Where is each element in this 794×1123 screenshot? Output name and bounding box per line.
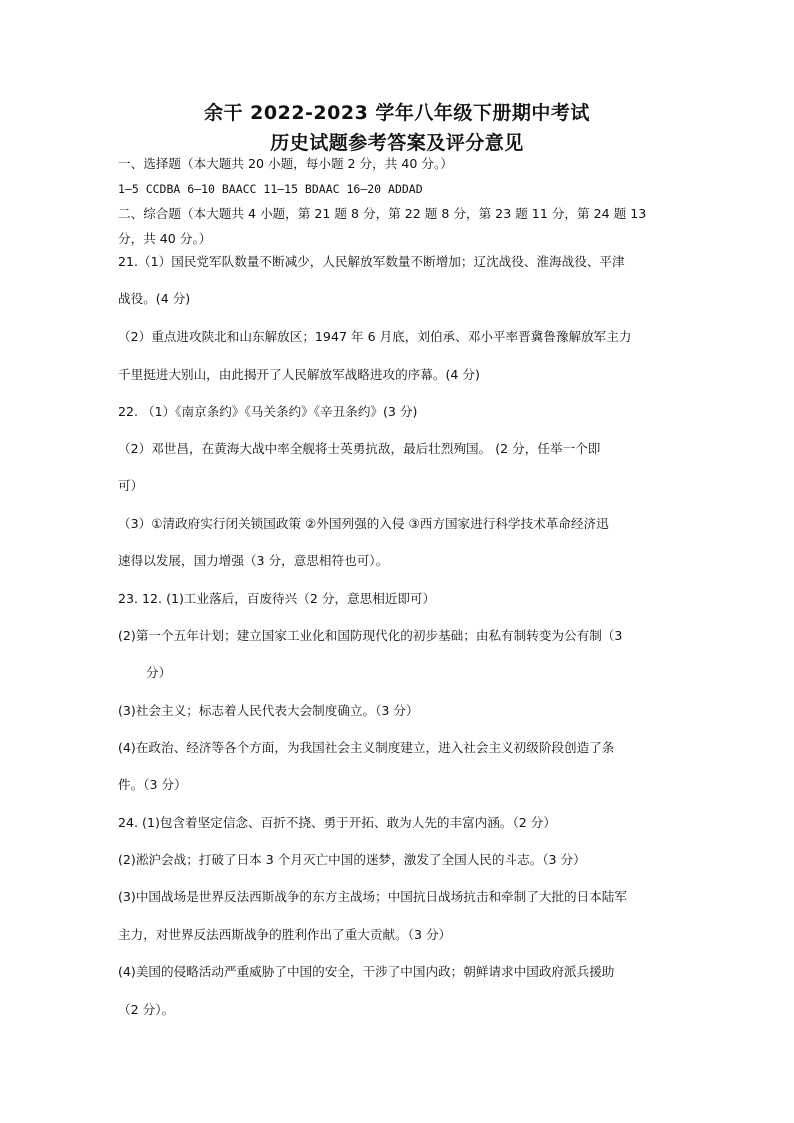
q22-part2-line1: （2）邓世昌，在黄海大战中率全舰将士英勇抗敌，最后壮烈殉国。 (2 分，任举一个即: [118, 441, 601, 456]
q23-part4-line2: 件。（3 分）: [118, 777, 187, 792]
q21-part2-line2: 千里挺进大别山，由此揭开了人民解放军战略进攻的序幕。(4 分): [118, 367, 480, 382]
document-title-line1: 余干 2022-2023 学年八年级下册期中考试: [204, 102, 590, 124]
q21-part1-line1: 21.（1）国民党军队数量不断减少，人民解放军数量不断增加；辽沈战役、淮海战役、平津: [118, 254, 625, 269]
q22-part3-line1: （3）①清政府实行闭关锁国政策 ②外国列强的入侵 ③西方国家进行科学技术革命经济迅: [118, 516, 609, 531]
q23-part2-line2: 分）: [146, 665, 172, 680]
q24-part3-line1: (3)中国战场是世界反法西斯战争的东方主战场；中国抗日战场抗击和牵制了大批的日本陆军: [118, 889, 627, 904]
q24-part1: 24. (1)包含着坚定信念、百折不挠、勇于开拓、敢为人先的丰富内涵。（2 分）: [118, 815, 556, 830]
q23-part2-line1: (2)第一个五年计划；建立国家工业化和国防现代化的初步基础；由私有制转变为公有制（3: [118, 628, 623, 643]
multiple-choice-answers: 1—5 CCDBA 6—10 BAACC 11—15 BDAAC 16—20 ADDAD: [118, 182, 423, 196]
q24-part3-line2: 主力，对世界反法西斯战争的胜利作出了重大贡献。（3 分）: [118, 927, 452, 942]
q21-part1-line2: 战役。(4 分): [118, 291, 191, 306]
q23-part4-line1: (4)在政治、经济等各个方面，为我国社会主义制度建立，进入社会主义初级阶段创造了条: [118, 740, 615, 755]
q22-part2-line2: 可）: [118, 478, 144, 493]
q24-part4-line2: （2 分）。: [118, 1002, 175, 1017]
q23-part1: 23. 12. (1)工业落后，百废待兴（2 分，意思相近即可）: [118, 591, 436, 606]
q23-part3: (3)社会主义；标志着人民代表大会制度确立。（3 分）: [118, 703, 419, 718]
q22-part1: 22. （1）《南京条约》《马关条约》《辛丑条约》(3 分): [118, 404, 418, 419]
document-title-line2: 历史试题参考答案及评分意见: [270, 132, 524, 154]
q21-part2-line1: （2）重点进攻陕北和山东解放区；1947 年 6 月底，刘伯承、邓小平率晋冀鲁豫解放军主力: [118, 329, 632, 344]
q22-part3-line2: 速得以发展，国力增强（3 分，意思相符也可）。: [118, 553, 389, 568]
section2-heading-line1: 二、综合题（本大题共 4 小题，第 21 题 8 分，第 22 题 8 分，第 23 题 11 分，第 24 题 13: [118, 206, 647, 221]
section2-heading-line2: 分，共 40 分。）: [118, 231, 212, 246]
q24-part4-line1: (4)美国的侵略活动严重威胁了中国的安全，干涉了中国内政；朝鲜请求中国政府派兵援助: [118, 964, 615, 979]
section1-heading: 一、选择题（本大题共 20 小题，每小题 2 分，共 40 分。）: [118, 156, 453, 171]
q24-part2: (2)淞沪会战；打破了日本 3 个月灭亡中国的迷梦，激发了全国人民的斗志。（3 分）: [118, 852, 586, 867]
